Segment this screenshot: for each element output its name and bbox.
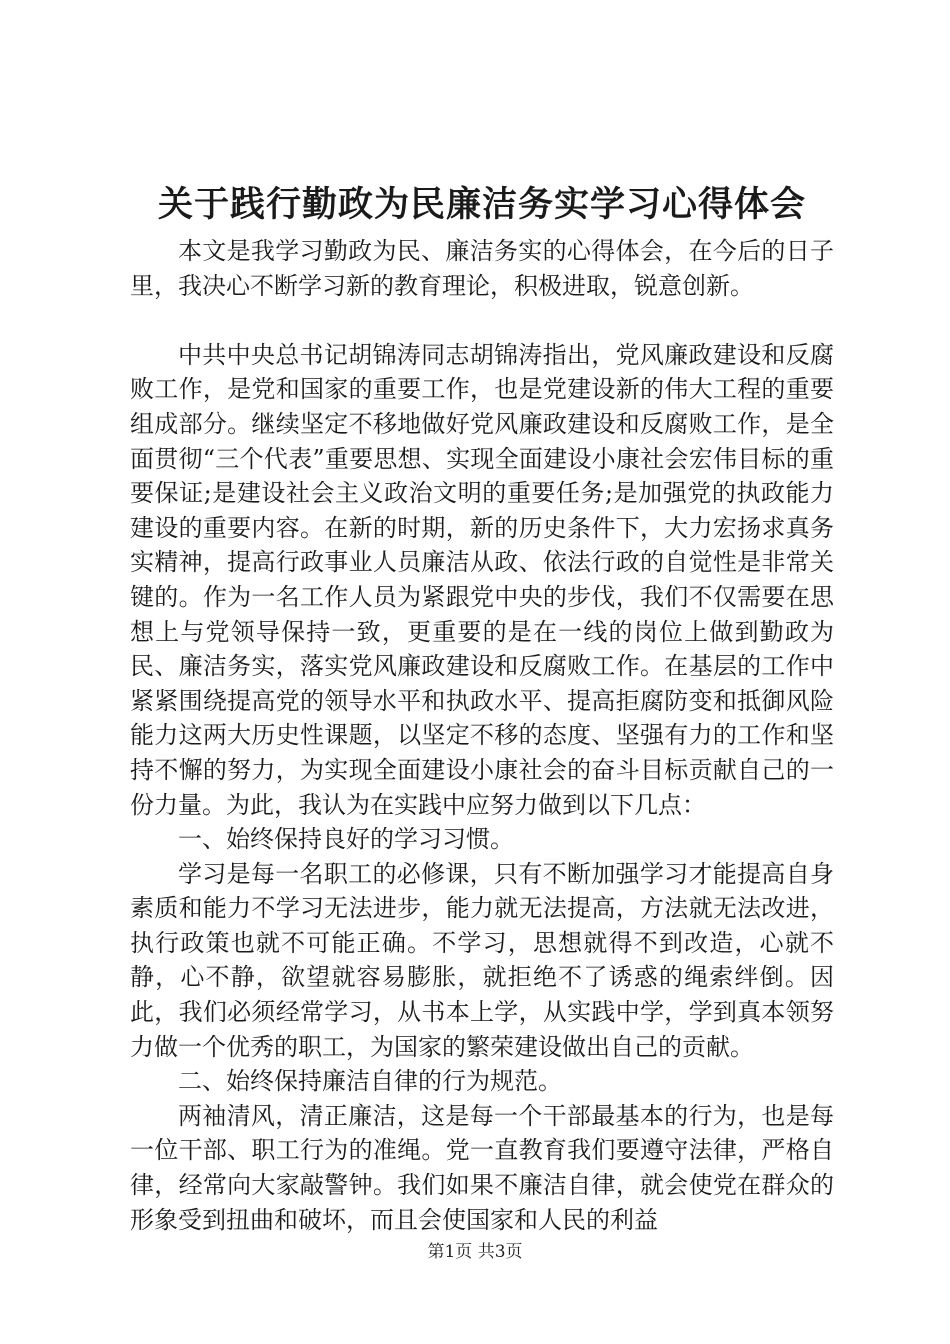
- paragraph-integrity: 两袖清风，清正廉洁，这是每一个干部最基本的行为，也是每一位干部、职工行为的准绳。党一直教育我们要遵守法律，严格自律，经常向大家敲警钟。我们如果不廉洁自律，就会使党在群众的形象受到扭曲和破坏，而且会使国家和人民的利益: [130, 1101, 834, 1234]
- paragraph-gap: [130, 303, 834, 338]
- paragraph-main: 中共中央总书记胡锦涛同志胡锦涛指出，党风廉政建设和反腐败工作，是党和国家的重要工作，也是党建设新的伟大工程的重要组成部分。继续坚定不移地做好党风廉政建设和反腐败工作，是全面贯彻“三个代表”重要思想、实现全面建设小康社会宏伟目标的重要保证;是建设社会主义政治文明的重要任务;是加强党的执政能力建设的重要内容。在新的时期，新的历史条件下，大力宏扬求真务实精神，提高行政事业人员廉洁从政、依法行政的自觉性是非常关键的。作为一名工作人员为紧跟党中央的步伐，我们不仅需要在思想上与党领导保持一致，更重要的是在一线的岗位上做到勤政为民、廉洁务实，落实党风廉政建设和反腐败工作。在基层的工作中紧紧围绕提高党的领导水平和执政水平、提高拒腐防变和抵御风险能力这两大历史性课题，以坚定不移的态度、坚强有力的工作和坚持不懈的努力，为实现全面建设小康社会的奋斗目标贡献自己的一份力量。为此，我认为在实践中应努力做到以下几点：: [130, 340, 834, 819]
- document-page: [130, 180, 834, 1237]
- section-heading-2: 二、始终保持廉洁自律的行为规范。: [178, 1067, 562, 1096]
- paragraph-study: 学习是每一名职工的必修课，只有不断加强学习才能提高自身素质和能力不学习无法进步，能力就无法提高，方法就无法改进，执行政策也就不可能正确。不学习，思想就得不到改造，心就不静，心不静，欲望就容易膨胀，就拒绝不了诱惑的绳索绊倒。因此，我们必须经常学习，从书本上学，从实践中学，学到真本领努力做一个优秀的职工，为国家的繁荣建设做出自己的贡献。: [130, 859, 834, 1061]
- page-footer: 第1页 共3页: [427, 1242, 523, 1262]
- section-heading-1: 一、始终保持良好的学习习惯。: [178, 825, 514, 854]
- document-title: 关于践行勤政为民廉洁务实学习心得体会: [157, 184, 806, 225]
- paragraph-intro: 本文是我学习勤政为民、廉洁务实的心得体会，在今后的日子里，我决心不断学习新的教育理论，积极进取，锐意创新。: [130, 237, 834, 300]
